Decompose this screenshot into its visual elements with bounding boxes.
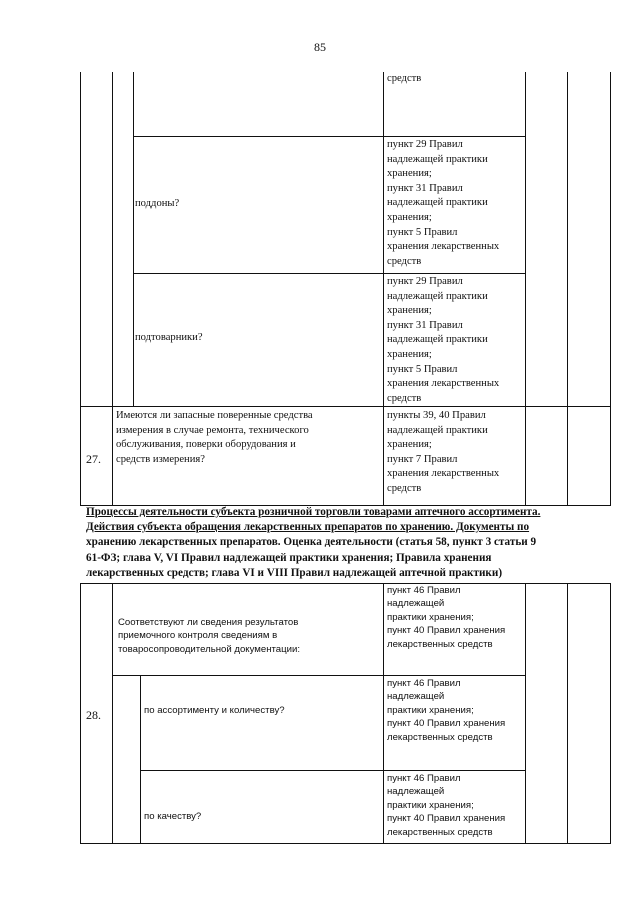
rule <box>610 72 611 506</box>
legal-reference: пункт 46 Правил надлежащей практики хранения; пункт 40 Правил хранения лекарственных средств <box>387 773 506 838</box>
legal-reference: средств <box>387 73 422 84</box>
question-text: Имеются ли запасные поверенные средства измерения в случае ремонта, технического обслуживания, поверки оборудования и средств измерения? <box>116 410 313 465</box>
rule <box>383 72 384 506</box>
rule <box>80 583 611 584</box>
row-number: 27. <box>86 452 101 466</box>
page-number: 85 <box>314 40 326 54</box>
rule <box>80 583 81 844</box>
rule <box>525 72 526 506</box>
question-text: поддоны? <box>135 198 180 209</box>
rule <box>140 675 141 844</box>
legal-reference: пункт 29 Правил надлежащей практики хранения; пункт 31 Правил надлежащей практики хранения; пункт 5 Правил хранения лекарственных средств <box>387 139 500 267</box>
rule <box>567 583 568 844</box>
section-heading: Процессы деятельности субъекта розничной торговли товарами аптечного ассортимента. Действия субъекта обращения лекарственных препаратов по хранению. Документы по хранению лекарственных препаратов. Оценка деятельности (статья 58, пункт 3 статьи 9 61-ФЗ; глава V, VI Правил надлежащей практики хранения; Правила хранения лекарственных средств; глава VI и VIII Правил надлежащей аптечной практики) <box>86 506 541 579</box>
question-text: подтоварники? <box>135 332 203 343</box>
rule <box>112 407 113 506</box>
legal-reference: пункты 39, 40 Правил надлежащей практики хранения; пункт 7 Правил хранения лекарственных средств <box>387 410 500 494</box>
question-text: Соответствуют ли сведения результатов приемочного контроля сведениям в товаросопроводительной документации: <box>118 617 301 655</box>
rule <box>383 583 384 844</box>
rule <box>567 72 568 506</box>
row-number: 28. <box>86 708 101 722</box>
rule <box>112 583 113 844</box>
rule <box>525 583 526 844</box>
rule <box>112 72 113 407</box>
rule <box>80 843 611 844</box>
rule <box>610 583 611 844</box>
question-text: по качеству? <box>144 811 202 822</box>
rule <box>133 72 134 407</box>
legal-reference: пункт 46 Правил надлежащей практики хранения; пункт 40 Правил хранения лекарственных средств <box>387 678 506 743</box>
question-text: по ассортименту и количеству? <box>144 705 285 716</box>
legal-reference: пункт 29 Правил надлежащей практики хранения; пункт 31 Правил надлежащей практики хранения; пункт 5 Правил хранения лекарственных средств <box>387 276 500 404</box>
legal-reference: пункт 46 Правил надлежащей практики хранения; пункт 40 Правил хранения лекарственных средств <box>387 585 506 650</box>
rule <box>80 406 611 407</box>
rule <box>80 72 81 506</box>
